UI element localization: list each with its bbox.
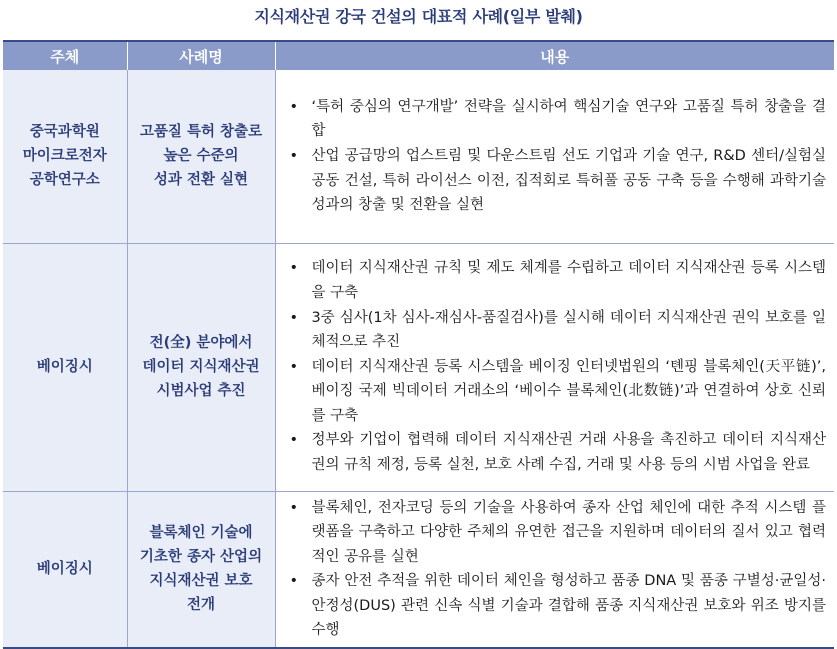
subject-line: 공학연구소 [29, 172, 100, 189]
table-row [3, 243, 834, 491]
bullet-list [286, 496, 827, 644]
header-content: 내용 [275, 41, 834, 70]
header-subject: 주체 [3, 41, 127, 70]
case-table [3, 40, 834, 649]
case-line: 데이터 지식재산권 [142, 359, 260, 375]
case-line: 성과 전환 실현 [153, 172, 249, 189]
bullet-item: • 종자 안전 추적을 위한 데이터 체인을 형성하고 품종 DNA 및 품종 구별성·균일성·안정성(DUS) 관련 신속 식별 기술과 결합해 품종 지식재산권 보호와 위조 방지를 수행 [286, 569, 827, 643]
bullet-item: • ‘특허 중심의 연구개발’ 전략을 실시하여 핵심기술 연구와 고품질 특허 창출을 결합 [286, 95, 827, 144]
table-row [3, 491, 834, 648]
subject-line: 마이크로전자 [22, 148, 107, 165]
case-line: 높은 수준의 [163, 148, 239, 165]
header-row [3, 41, 834, 70]
page-title: 지식재산권 강국 건설의 대표적 사례(일부 발췌) [254, 7, 583, 26]
bullet-list [286, 95, 827, 218]
table-row [3, 70, 834, 243]
header-case-name: 사례명 [127, 41, 275, 70]
subject-cell [3, 491, 127, 648]
content-cell [275, 491, 834, 648]
content-cell [275, 70, 834, 243]
subject-line: 중국과학원 [29, 124, 100, 141]
case-name-cell [127, 243, 275, 491]
case-name-cell [127, 491, 275, 648]
case-line: 블록체인 기술에 [149, 525, 253, 542]
case-line: 전(全) 분야에서 [149, 335, 253, 351]
case-name-cell [127, 70, 275, 243]
subject-cell [3, 243, 127, 491]
case-line: 전개 [186, 597, 215, 614]
case-line: 시범사업 추진 [156, 383, 246, 399]
subject-cell [3, 70, 127, 243]
bullet-item: • 3중 심사(1차 심사-재심사-품질검사)를 실시해 데이터 지식재산권 권익 보호를 일체적으로 추진 [286, 306, 827, 355]
case-line: 기초한 종자 산업의 [139, 549, 263, 566]
content-cell [275, 243, 834, 491]
bullet-item: • 데이터 지식재산권 규칙 및 제도 체계를 수립하고 데이터 지식재산권 등록 시스템을 구축 [286, 256, 827, 305]
bullet-list [286, 256, 827, 477]
subject-line: 베이징시 [36, 359, 93, 375]
case-line: 고품질 특허 창출로 [139, 124, 263, 141]
bullet-item: • 산업 공급망의 업스트림 및 다운스트림 선도 기업과 기술 연구, R&D 센터/실험실 공동 건설, 특허 라이선스 이전, 집적회로 특허풀 공동 구축 등을 수행해 과학기술 성과의 창출 및 전환을 실현 [286, 144, 827, 218]
case-line: 지식재산권 보호 [149, 573, 253, 590]
bullet-item: • 정부와 기업이 협력해 데이터 지식재산권 거래 사용을 촉진하고 데이터 지식재산권의 규칙 제정, 등록 실천, 보호 사례 수집, 거래 및 사용 등의 시범 사업을 완료 [286, 428, 827, 477]
bullet-item: • 블록체인, 전자코딩 등의 기술을 사용하여 종자 산업 체인에 대한 추적 시스템 플랫폼을 구축하고 다양한 주체의 유연한 접근을 지원하며 데이터의 질서 있고 협력적인 공유를 실현 [286, 496, 827, 570]
subject-line: 베이징시 [36, 561, 93, 578]
bullet-item: • 데이터 지식재산권 등록 시스템을 베이징 인터넷법원의 ‘톈핑 블록체인(天平链)’, 베이징 국제 빅데이터 거래소의 ‘베이수 블록체인(北数链)’과 연결하여 상호 신뢰를 구축 [286, 355, 827, 429]
